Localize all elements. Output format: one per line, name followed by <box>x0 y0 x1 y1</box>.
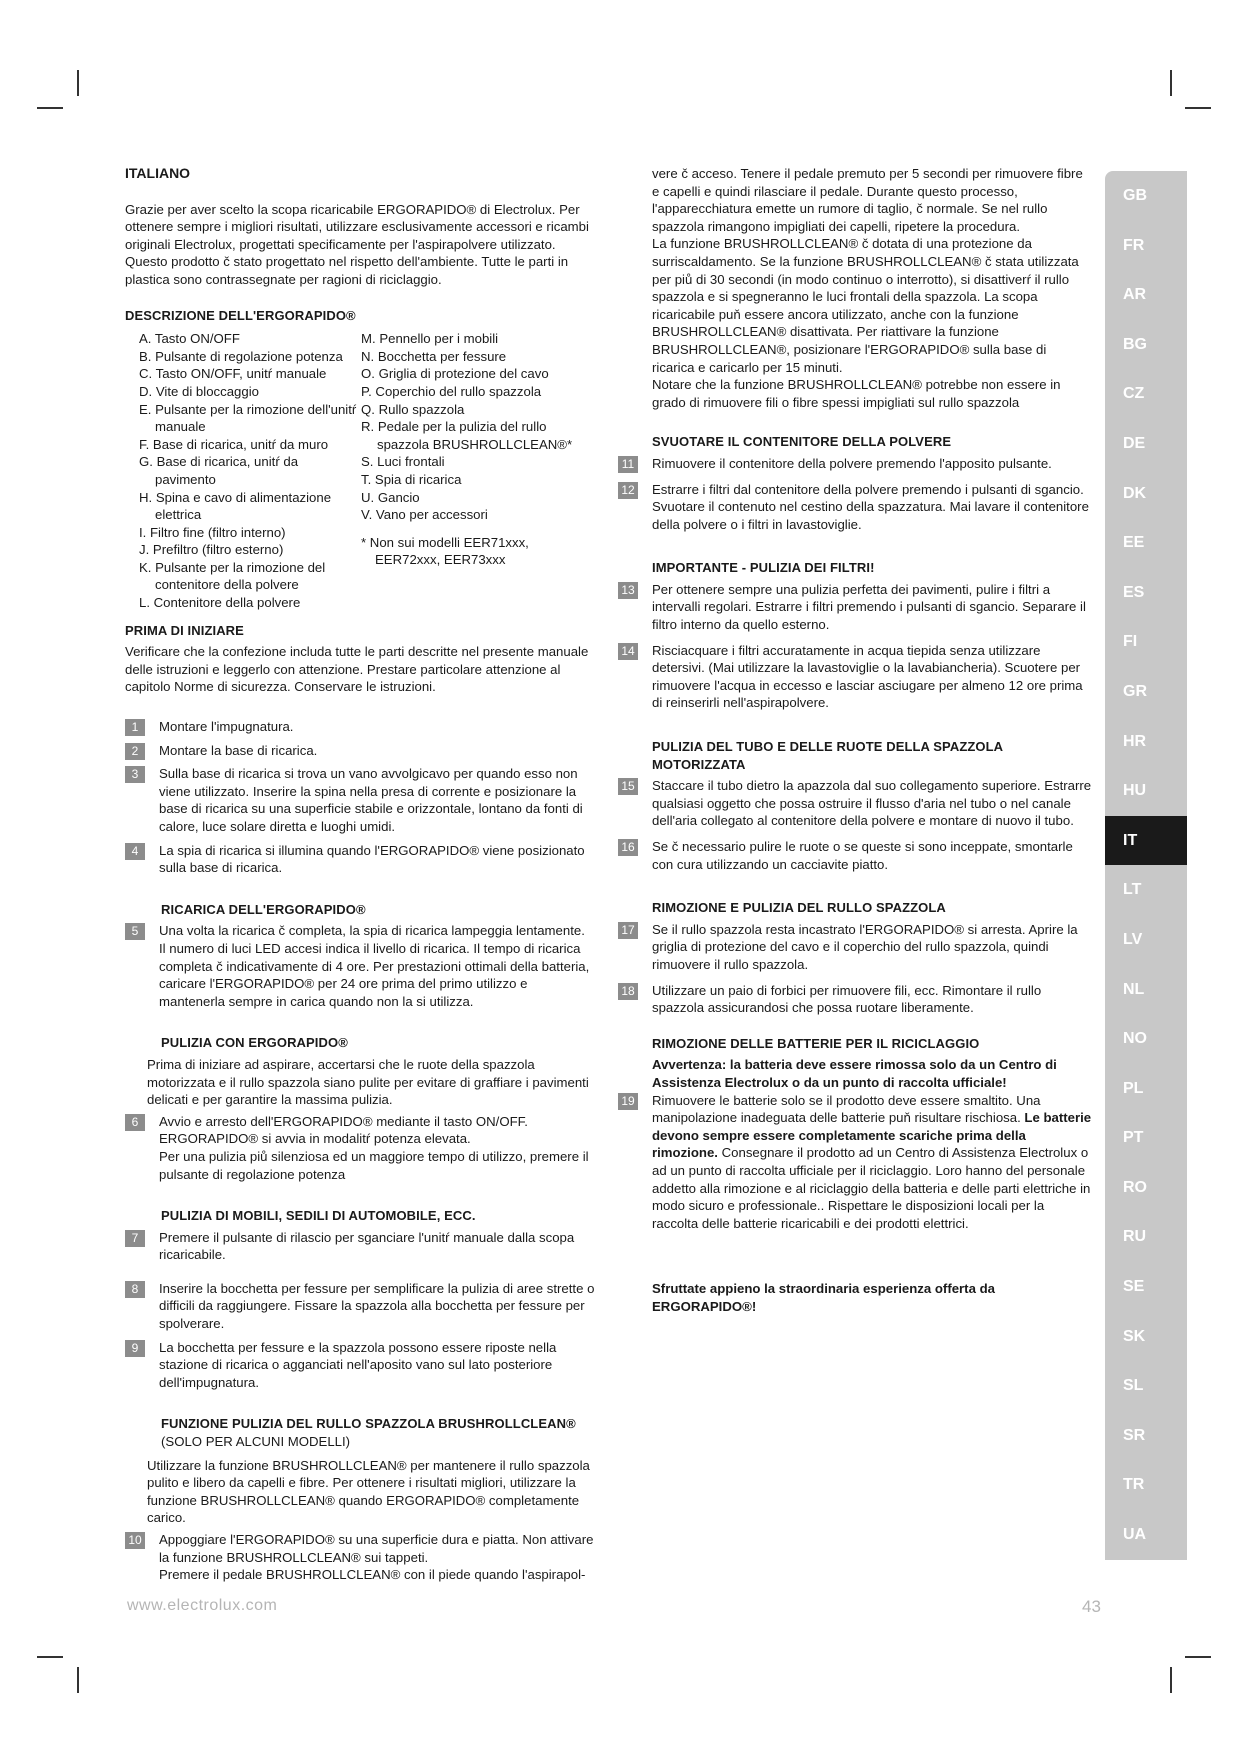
page-number: 43 <box>1082 1597 1101 1616</box>
tab-ee[interactable]: EE <box>1123 534 1145 552</box>
tab-cz[interactable]: CZ <box>1123 385 1145 403</box>
step-text: ERGORAPIDO® si avvia in modalitŕ potenza elevata. <box>159 1131 471 1147</box>
part-item: I. Filtro fine (filtro interno) <box>139 524 286 540</box>
battery-warning: Avvertenza: la batteria deve essere rimossa solo da un Centro di Assistenza Electrolux o da un punto di raccolta ufficiale! <box>652 1057 1057 1090</box>
parts-list <box>139 330 595 612</box>
empty-heading: SVUOTARE IL CONTENITORE DELLA POLVERE <box>652 434 952 450</box>
tab-fr[interactable]: FR <box>1123 236 1145 254</box>
part-item: K. Pulsante per la rimozione del contenitore della polvere <box>139 559 326 593</box>
step-number: 10 <box>125 1532 145 1549</box>
furniture-heading: PULIZIA DI MOBILI, SEDILI DI AUTOMOBILE, ECC. <box>161 1208 476 1224</box>
cleaning-text: Prima di iniziare ad aspirare, accertarsi che le ruote della spazzola motorizzata e il rullo spazzola siano pulite per evitare di graffiare i pavimenti delicati e per garantire la massima pulizia. <box>147 1056 589 1108</box>
step-text: Per ottenere sempre una pulizia perfetta dei pavimenti, pulire i filtri a intervalli regolari. Estrarre i filtri premendo i pulsanti di sgancio. Separare il filtro interno da quello esterno. <box>652 581 1086 633</box>
step-7 <box>123 1229 595 1264</box>
step-1 <box>123 718 595 736</box>
part-item: U. Gancio <box>361 489 420 505</box>
part-item: A. Tasto ON/OFF <box>139 331 240 347</box>
part-item: H. Spina e cavo di alimentazione elettrica <box>139 489 332 523</box>
crop-mark <box>37 107 63 109</box>
step-number: 1 <box>125 719 145 736</box>
step-number: 5 <box>125 923 145 940</box>
tab-tr[interactable]: TR <box>1123 1476 1145 1494</box>
brushroll-text: Utilizzare la funzione BRUSHROLLCLEAN® per mantenere il rullo spazzola pulito e libero da capelli e fibre. Per ottenere i risultati migliori, utilizzare la funzione BRUSHROLLCLEAN® quando ERGORAPIDO® completamente carico. <box>147 1457 590 1526</box>
tab-no[interactable]: NO <box>1123 1030 1147 1048</box>
step-text: Staccare il tubo dietro la apazzola dal suo collegamento superiore. Estrarre qualsiasi oggetto che possa ostruire il flusso d'aria nel tubo o nel canale dell'aria collegato al contenitore della polvere e montare di nuovo il tubo. <box>652 778 1092 829</box>
language-tabs <box>1105 171 1187 1560</box>
tab-it[interactable]: IT <box>1105 816 1187 866</box>
step-number: 16 <box>618 839 638 856</box>
part-item: P. Coperchio del rullo spazzola <box>361 383 542 399</box>
crop-mark <box>77 1667 79 1693</box>
part-item: S. Luci frontali <box>361 454 445 470</box>
tab-ru[interactable]: RU <box>1123 1228 1147 1246</box>
step-text: La spia di ricarica si illumina quando l'ERGORAPIDO® viene posizionato sulla base di ricarica. <box>159 842 585 876</box>
step-number: 18 <box>618 983 638 1000</box>
step-text: Se č necessario pulire le ruote o se queste si sono inceppate, smontarle con cura utilizzando un cacciavite piatto. <box>652 839 1073 872</box>
crop-mark <box>1185 107 1211 109</box>
part-item: T. Spia di ricarica <box>361 471 462 487</box>
brushroll-continued: vere č acceso. Tenere il pedale premuto per 5 secondi per rimuovere fibre e capelli e quindi rilasciare il pedale. Durante questo processo, l'apparecchiatura emette un rumore di taglio, č normale. Se nel rullo spazzola rimangono impigliati dei capelli, ripetere la procedura. <box>652 166 1083 234</box>
footer-url[interactable]: www.electrolux.com <box>127 1597 278 1614</box>
step-text: Se il rullo spazzola resta incastrato l'ERGORAPIDO® si arresta. Aprire la griglia di protezione del cavo e il coperchio del rullo spazzola, quindi rimuovere il rullo spazzola. <box>652 921 1078 972</box>
step-number: 12 <box>618 482 638 499</box>
part-item: M. Pennello per i mobili <box>361 331 499 347</box>
step-3 <box>123 765 595 835</box>
tab-pl[interactable]: PL <box>1123 1079 1144 1097</box>
before-text: Verificare che la confezione includa tutte le parti descritte nel presente manuale delle istruzioni e leggerlo con attenzione. Prestare particolare attenzione al capitolo Norme di sicurezza. Conservare le istruzioni. <box>125 644 589 695</box>
brushroll-heading: FUNZIONE PULIZIA DEL RULLO SPAZZOLA BRUSHROLLCLEAN® <box>161 1416 576 1432</box>
step-number: 3 <box>125 766 145 783</box>
step-text: Inserire la bocchetta per fessure per semplificare la pulizia di aree strette o difficili da raggiungere. Fissare la spazzola alla bocchetta per fessure per spolverare. <box>159 1280 595 1332</box>
step-13 <box>621 581 1092 634</box>
step-17 <box>621 921 1092 974</box>
step-number: 7 <box>125 1230 145 1247</box>
step-text: Montare l'impugnatura. <box>159 719 294 735</box>
step-text: Per una pulizia piů silenziosa ed un maggiore tempo di utilizzo, premere il pulsante di regolazione potenza <box>159 1148 589 1182</box>
step-text: Appoggiare l'ERGORAPIDO® su una superficie dura e piatta. Non attivare la funzione BRUSHROLLCLEAN® sui tappeti. <box>159 1532 594 1565</box>
tab-fi[interactable]: FI <box>1123 633 1138 651</box>
step-text: Consegnare il prodotto ad un Centro di Assistenza Electrolux o ad un punto di raccolta ufficiale per il riciclaggio. Loro hanno del personale addetto alla rimozione e al riciclaggio della batteria e delle parti elettriche in modo sicuro e professionale.. Rispettare le disposizioni locali per la raccolta delle batterie ricaricabili e dei prodotti elettrici. <box>652 1145 1091 1231</box>
step-text: Premere il pedale BRUSHROLLCLEAN® con il piede quando l'aspirapol- <box>159 1567 586 1583</box>
step-number: 9 <box>125 1340 145 1357</box>
part-item: V. Vano per accessori <box>361 507 488 523</box>
step-text: Montare la base di ricarica. <box>159 742 318 758</box>
brushroll-note: Notare che la funzione BRUSHROLLCLEAN® potrebbe non essere in grado di rimuovere fili o fibre spessi impigliati sul rullo spazzola <box>652 377 1061 410</box>
step-number: 4 <box>125 843 145 860</box>
tab-gr[interactable]: GR <box>1123 682 1147 700</box>
parts-list-left <box>139 330 361 612</box>
step-19 <box>621 1092 1092 1233</box>
step-8 <box>123 1280 595 1333</box>
tab-sr[interactable]: SR <box>1123 1426 1146 1444</box>
step-4 <box>123 842 595 877</box>
parts-list-right <box>361 330 591 612</box>
closing-text: Sfruttate appieno la straordinaria esperienza offerta da ERGORAPIDO®! <box>652 1281 995 1314</box>
tab-ar[interactable]: AR <box>1123 286 1147 304</box>
step-number: 2 <box>125 743 145 760</box>
tab-nl[interactable]: NL <box>1123 980 1145 998</box>
tab-lv[interactable]: LV <box>1123 930 1143 948</box>
step-10 <box>123 1531 595 1584</box>
language-heading: ITALIANO <box>125 165 191 181</box>
brushroll-subheading: (SOLO PER ALCUNI MODELLI) <box>161 1434 351 1450</box>
charging-heading: RICARICA DELL'ERGORAPIDO® <box>161 901 366 917</box>
tab-hr[interactable]: HR <box>1123 732 1147 750</box>
part-item: B. Pulsante di regolazione potenza <box>139 348 343 364</box>
crop-mark <box>1170 1667 1172 1693</box>
step-text: La bocchetta per fessure e la spazzola possono essere riposte nella stazione di ricarica o agganciati nell'aposito vano sul lato posteriore dell'impugnatura. <box>159 1339 557 1390</box>
tube-heading: PULIZIA DEL TUBO E DELLE RUOTE DELLA SPAZZOLA MOTORIZZATA <box>652 739 1003 772</box>
step-11 <box>621 455 1092 473</box>
crop-mark <box>77 70 79 96</box>
left-column <box>125 165 595 1590</box>
step-2 <box>123 742 595 760</box>
tab-lt[interactable]: LT <box>1123 881 1142 899</box>
crop-mark <box>37 1656 63 1658</box>
step-number: 8 <box>125 1281 145 1298</box>
part-item: C. Tasto ON/OFF, unitŕ manuale <box>139 366 327 382</box>
step-text: Premere il pulsante di rilascio per sganciare l'unitŕ manuale dalla scopa ricaricabile. <box>159 1229 575 1263</box>
part-item: N. Bocchetta per fessure <box>361 348 507 364</box>
tab-ua[interactable]: UA <box>1123 1526 1147 1544</box>
intro-text: Grazie per aver scelto la scopa ricaricabile ERGORAPIDO® di Electrolux. Per ottenere sempre i migliori risultati, utilizzare esclusivamente accessori e ricambi originali Electrolux, progettati specificamente per l'aspirapolvere utilizzato. Questo prodotto č stato progettato nel rispetto dell'ambiente. Tutte le parti in plastica sono contrassegnate per ragioni di riciclaggio. <box>125 201 589 287</box>
step-number: 19 <box>618 1093 638 1110</box>
step-text: Avvio e arresto dell'ERGORAPIDO® mediante il tasto ON/OFF. <box>159 1113 528 1129</box>
part-item: F. Base di ricarica, unitŕ da muro <box>139 436 329 452</box>
tab-se[interactable]: SE <box>1123 1278 1145 1296</box>
step-14 <box>621 642 1092 712</box>
step-number: 13 <box>618 582 638 599</box>
part-item: L. Contenitore della polvere <box>139 595 301 611</box>
step-12 <box>621 481 1092 534</box>
tab-ro[interactable]: RO <box>1123 1178 1147 1196</box>
step-text: Rimuovere le batterie solo se il prodotto deve essere smaltito. Una manipolazione inadeguata delle batterie puň risultare rischiosa. <box>652 1092 1041 1126</box>
step-text: Risciacquare i filtri accuratamente in acqua tiepida senza utilizzare detersivi. (Mai utilizzare la lavastoviglie o la lavabiancheria). Scuotere per rimuovere l'acqua in eccesso e lasciar asciugare per almeno 12 ore prima di reinserirli nell'aspirapolvere. <box>652 642 1083 711</box>
step-number: 15 <box>618 778 638 795</box>
step-number: 11 <box>618 456 638 473</box>
roll-heading: RIMOZIONE E PULIZIA DEL RULLO SPAZZOLA <box>652 900 946 916</box>
tab-bg[interactable]: BG <box>1123 335 1147 353</box>
step-6 <box>123 1113 595 1183</box>
tab-sk[interactable]: SK <box>1123 1327 1146 1345</box>
tab-pt[interactable]: PT <box>1123 1129 1144 1147</box>
part-item: E. Pulsante per la rimozione dell'unitŕ manuale <box>139 401 357 435</box>
description-heading: DESCRIZIONE DELL'ERGORAPIDO® <box>125 307 356 323</box>
step-text-bold: Le batterie devono sempre essere completamente scariche prima della rimozione. <box>652 1110 1092 1161</box>
step-number: 17 <box>618 922 638 939</box>
before-heading: PRIMA DI INIZIARE <box>125 622 244 638</box>
crop-mark <box>1185 1656 1211 1658</box>
brushroll-protection: La funzione BRUSHROLLCLEAN® č dotata di una protezione da surriscaldamento. Se la funzione BRUSHROLLCLEAN® č stata utilizzata per piů di 30 secondi (in modo continuo o interrotto), si disattiverŕ il rullo spazzola e si spegneranno le luci frontali della spazzola. La scopa ricaricabile puň essere ancora utilizzato, anche con la funzione BRUSHROLLCLEAN® disattivata. Per riattivare la funzione BRUSHROLLCLEAN®, posizionare l'ERGORAPIDO® sulla base di ricarica e caricarlo per 15 minuti. <box>652 236 1079 375</box>
step-5 <box>123 922 595 1010</box>
step-18 <box>621 982 1092 1017</box>
tab-sl[interactable]: SL <box>1123 1377 1144 1395</box>
cleaning-heading: PULIZIA CON ERGORAPIDO® <box>161 1035 348 1051</box>
tab-gb[interactable]: GB <box>1123 187 1147 204</box>
crop-mark <box>1170 70 1172 96</box>
part-item: O. Griglia di protezione del cavo <box>361 366 549 382</box>
part-item: R. Pedale per la pulizia del rullo spazzola BRUSHROLLCLEAN®* <box>361 419 573 452</box>
part-item: D. Vite di bloccaggio <box>139 383 259 399</box>
step-9 <box>123 1339 595 1392</box>
filters-heading: IMPORTANTE - PULIZIA DEI FILTRI! <box>652 560 875 576</box>
step-number: 6 <box>125 1114 145 1131</box>
part-item: G. Base di ricarica, unitŕ da pavimento <box>139 454 299 487</box>
step-16 <box>621 838 1092 873</box>
step-text: Rimuovere il contenitore della polvere premendo l'apposito pulsante. <box>652 455 1052 471</box>
part-item: J. Prefiltro (filtro esterno) <box>139 542 284 558</box>
step-text: Sulla base di ricarica si trova un vano avvolgicavo per quando esso non viene utilizzato. Inserire la spina nella presa di corrente e posizionare la base di ricarica su una superficie stabile e orizzontale, lontano da fonti di calore, luce solare diretta e luoghi umidi. <box>159 766 583 834</box>
step-15 <box>621 777 1092 830</box>
tab-hu[interactable]: HU <box>1123 782 1147 800</box>
step-text: Una volta la ricarica č completa, la spia di ricarica lampeggia lentamente. Il numero di luci LED accesi indica il livello di ricarica. Il tempo di ricarica completa č indicativamente di 4 ore. Per prestazioni ottimali della batteria, caricare l'ERGORAPIDO® per 24 ore prima del primo utilizzo e mantenerla sempre in carica quando non la si utilizza. <box>159 923 590 1009</box>
step-text: Utilizzare un paio di forbici per rimuovere fili, ecc. Rimontare il rullo spazzola assicurandosi che possa ruotare liberamente. <box>652 982 1042 1016</box>
step-text: Estrarre i filtri dal contenitore della polvere premendo i pulsanti di sgancio. Svuotare il contenuto nel cestino della spazzatura. Mai lavare il contenitore della polvere o i filtri in lavastoviglie. <box>652 481 1089 532</box>
models-note: * Non sui modelli EER71xxx, EER72xxx, EER73xxx <box>361 534 529 568</box>
tab-dk[interactable]: DK <box>1123 484 1147 502</box>
step-number: 14 <box>618 643 638 660</box>
battery-heading: RIMOZIONE DELLE BATTERIE PER IL RICICLAGGIO <box>652 1035 980 1051</box>
tab-es[interactable]: ES <box>1123 583 1145 601</box>
tab-de[interactable]: DE <box>1123 434 1146 452</box>
part-item: Q. Rullo spazzola <box>361 401 465 417</box>
right-column <box>621 165 1092 1315</box>
